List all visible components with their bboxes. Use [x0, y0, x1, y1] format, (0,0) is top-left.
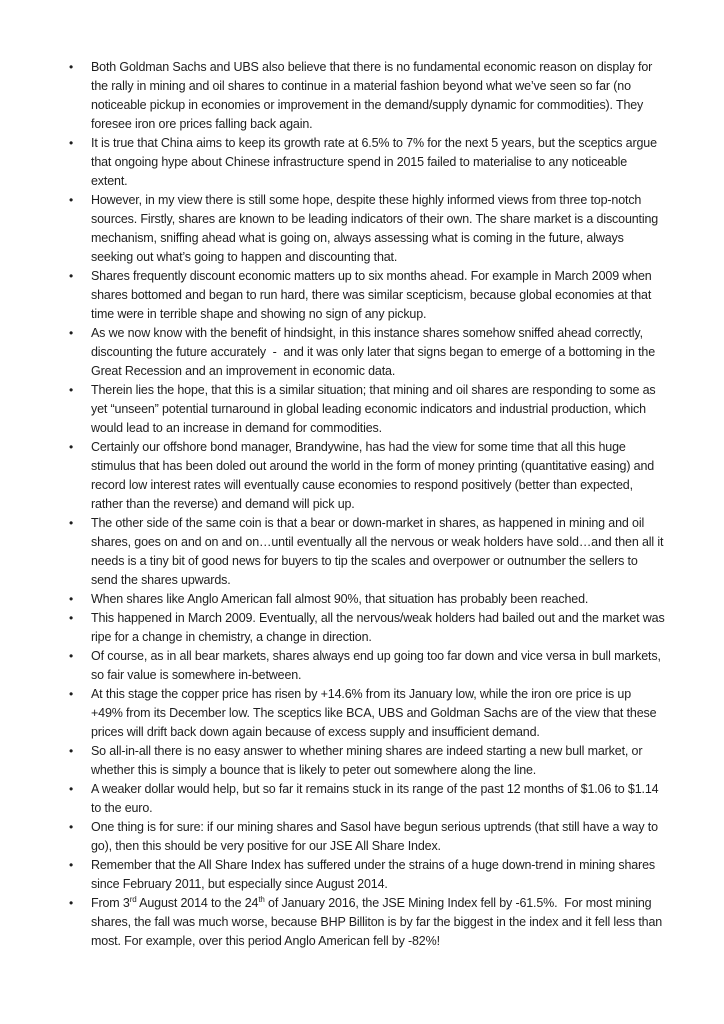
bullet-marker-icon: • — [69, 592, 74, 606]
bullet-item — [68, 438, 666, 514]
bullet-marker-icon: • — [69, 896, 74, 910]
text-segment: As we now know with the benefit of hindsight, in this instance shares somehow sniffed ahead correctly, discounting the future accurately - and it was only later that signs began to emerge of a bottoming in the Great Recession and an improvement in economic data. — [91, 326, 656, 378]
bullet-text — [91, 326, 655, 378]
bullet-marker-icon: • — [69, 611, 74, 625]
bullet-item — [68, 191, 666, 267]
bullet-text — [91, 782, 658, 815]
text-segment: Certainly our offshore bond manager, Brandywine, has had the view for some time that all this huge stimulus that has been doled out around the world in the form of money printing (quantitative easing) and record low interest rates will eventually cause economies to respond positively (better than expected, rather than the reverse) and demand will pick up. — [91, 440, 655, 511]
superscript-text: rd — [129, 894, 137, 904]
text-segment: Of course, as in all bear markets, shares always end up going too far down and vice versa in bull markets, so fair value is somewhere in-between. — [91, 649, 661, 682]
text-segment: However, in my view there is still some hope, despite these highly informed views from three top-notch sources. Firstly, shares are known to be leading indicators of their own. The share market is a discounting mechanism, sniffing ahead what is going on, always assessing what is coming in the future, always seeking out what’s going to happen and discounting that. — [91, 193, 659, 264]
bullet-marker-icon: • — [69, 326, 74, 340]
text-segment: The other side of the same coin is that a bear or down-market in shares, as happened in mining and oil shares, goes on and on and on…until eventually all the nervous or weak holders have sold…and then all it needs is a tiny bit of good news for buyers to tip the scales and overpower or outnumber the sellers to send the shares upwards. — [91, 516, 664, 587]
bullet-item — [68, 381, 666, 438]
bullet-item — [68, 647, 666, 685]
bullet-marker-icon: • — [69, 782, 74, 796]
text-segment: It is true that China aims to keep its growth rate at 6.5% to 7% for the next 5 years, but the sceptics argue that ongoing hype about Chinese infrastructure spend in 2015 failed to materialise to any noticeable extent. — [91, 136, 657, 188]
text-segment: Therein lies the hope, that this is a similar situation; that mining and oil shares are responding to some as yet “unseen” potential turnaround in global leading economic indicators and industrial production, which would lead to an increase in demand for commodities. — [91, 383, 656, 435]
bullet-item — [68, 514, 666, 590]
bullet-item — [68, 267, 666, 324]
text-segment: Both Goldman Sachs and UBS also believe that there is no fundamental economic reason on display for the rally in mining and oil shares to continue in a material fashion beyond what we’ve seen so far (no noticeable pickup in economies or improvement in the demand/supply dynamic for commodities). They foresee iron ore prices falling back again. — [91, 60, 653, 131]
bullet-list — [68, 58, 666, 951]
bullet-item — [68, 609, 666, 647]
text-segment: When shares like Anglo American fall almost 90%, that situation has probably been reached. — [91, 592, 589, 606]
bullet-text — [91, 687, 656, 739]
bullet-text — [91, 592, 588, 606]
text-segment: From 3 — [91, 896, 130, 910]
bullet-item — [68, 818, 666, 856]
bullet-item — [68, 590, 666, 609]
bullet-marker-icon: • — [69, 516, 74, 530]
bullet-text — [91, 440, 654, 511]
text-segment: Remember that the All Share Index has suffered under the strains of a huge down-trend in mining shares since February 2011, but especially since August 2014. — [91, 858, 655, 891]
bullet-marker-icon: • — [69, 269, 74, 283]
bullet-text — [91, 611, 665, 644]
bullet-item — [68, 134, 666, 191]
bullet-marker-icon: • — [69, 744, 74, 758]
bullet-item — [68, 58, 666, 134]
bullet-marker-icon: • — [69, 820, 74, 834]
text-segment: Shares frequently discount economic matters up to six months ahead. For example in March 2009 when shares bottomed and began to run hard, there was similar scepticism, because global economies at that time were in terrible shape and showing no sign of any pickup. — [91, 269, 652, 321]
text-segment: One thing is for sure: if our mining shares and Sasol have begun serious uptrends (that still have a way to go), then this should be very positive for our JSE All Share Index. — [91, 820, 658, 853]
bullet-text — [91, 136, 657, 188]
bullet-item — [68, 324, 666, 381]
bullet-marker-icon: • — [69, 440, 74, 454]
bullet-item — [68, 856, 666, 894]
bullet-text — [91, 60, 652, 131]
bullet-text — [91, 649, 661, 682]
bullet-text — [91, 820, 658, 853]
bullet-marker-icon: • — [69, 687, 74, 701]
bullet-marker-icon: • — [69, 136, 74, 150]
text-segment: August 2014 to the 24 — [136, 896, 259, 910]
bullet-text — [91, 269, 652, 321]
bullet-item — [68, 780, 666, 818]
bullet-marker-icon: • — [69, 383, 74, 397]
bullet-text — [91, 744, 642, 777]
text-segment: So all-in-all there is no easy answer to whether mining shares are indeed starting a new bull market, or whether this is simply a bounce that is likely to peter out somewhere along the line. — [91, 744, 643, 777]
bullet-text — [91, 193, 658, 264]
text-segment: A weaker dollar would help, but so far it remains stuck in its range of the past 12 months of $1.06 to $1.14 to the euro. — [91, 782, 659, 815]
bullet-text — [91, 858, 655, 891]
bullet-text — [91, 383, 656, 435]
text-segment: This happened in March 2009. Eventually, all the nervous/weak holders had bailed out and the market was ripe for a change in chemistry, a change in direction. — [91, 611, 665, 644]
bullet-item — [68, 742, 666, 780]
bullet-marker-icon: • — [69, 60, 74, 74]
text-segment: of January 2016, the JSE Mining Index fell by -61.5%. For most mining shares, the fall was much worse, because BHP Billiton is by far the biggest in the index and it fell less than most. For example, over this period Anglo American fell by -82%! — [91, 896, 663, 948]
document-body — [68, 58, 666, 951]
text-segment: At this stage the copper price has risen by +14.6% from its January low, while the iron ore price is up +49% from its December low. The sceptics like BCA, UBS and Goldman Sachs are of the view that these prices will drift back down again because of excess supply and insufficient demand. — [91, 687, 657, 739]
superscript-text: th — [258, 894, 265, 904]
bullet-text — [91, 516, 663, 587]
bullet-item — [68, 894, 666, 951]
bullet-marker-icon: • — [69, 649, 74, 663]
bullet-marker-icon: • — [69, 193, 74, 207]
bullet-item — [68, 685, 666, 742]
bullet-text — [91, 896, 662, 948]
bullet-marker-icon: • — [69, 858, 74, 872]
